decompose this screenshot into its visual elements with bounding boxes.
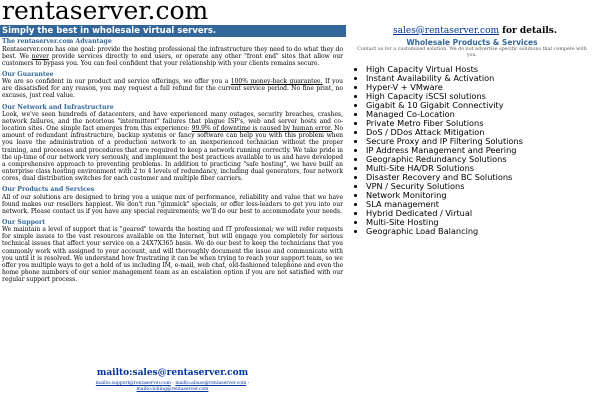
site-title: rentaserver.com — [2, 0, 209, 25]
service-item: • Hyper-V + VMware — [366, 83, 592, 92]
advantage-text-1: Rentaserver.com has one goal: provide the hosting professional the infrastructure they need to do what they do best. We — [2, 45, 343, 60]
uptime-emphasis: 99.9% of downtime is caused by human error. — [191, 125, 333, 133]
products-heading: Our Products and Services — [2, 186, 95, 193]
service-item: • Private Metro Fiber Solutions — [366, 119, 592, 128]
services-panel — [352, 38, 592, 236]
services-list — [352, 65, 592, 236]
abuse-mailto-link[interactable]: mailto:abuse@rentaserver.com — [175, 381, 247, 386]
guarantee-text-1: We are so confident in our product and service offerings, we offer you a — [2, 78, 231, 86]
never-emphasis: never — [31, 52, 49, 60]
service-item: • High Capacity iSCSI solutions — [366, 92, 592, 101]
guarantee-heading: Our Guarantee — [2, 70, 54, 78]
separator: - — [246, 381, 250, 386]
tagline: Simply the best in wholesale virtual servers. — [2, 26, 217, 36]
header-contact-suffix: for details. — [499, 26, 557, 36]
service-item: • High Capacity Virtual Hosts — [366, 65, 592, 74]
support-paragraph: We maintain a level of support that is "geared" towards the hosting and IT professional; we will refer requests for simple issues to the vast resources available on the Internet, but will engage you completely for serious technical issues that affect your service on a 24X7X365 basis. We do our best to keep the technicians that you commonly work with assigned to your account, and will thoroughly document the issue and communicate with you until it is resolved. We understand how frustrating it can be when trying to reach your support team, so we offer you multiple ways to get a hold of us including IM, e-mail, web chat, old-fashioned telephone and even the home phone numbers of our senior management team as an escalation option if you are not satisfied with our regular support process. — [2, 226, 343, 283]
service-item: • Gigabit & 10 Gigabit Connectivity — [366, 101, 592, 110]
network-paragraph — [2, 111, 343, 182]
support-mailto-link[interactable]: mailto:support@rentaserver.com — [95, 381, 171, 386]
footer-links — [2, 381, 343, 392]
service-item: • DoS / DDos Attack Mitigation — [366, 128, 592, 137]
tagline-bar — [0, 25, 346, 37]
service-item: • Multi-Site Hosting — [366, 218, 592, 227]
advantage-text-2: provide services directly to end users, or operate any other "front end" sites that allow our customers to bypass you. You can feel confident that your relationship with your clients remains secure. — [2, 52, 343, 67]
products-paragraph: All of our solutions are designed to bring you a unique mix of performance, reliability and value that we have found makes our resellers happiest. We don't run "gimmick" specials, or offer loss-leaders to get you into our network. Please contact us if you have any special requirements; we'll do our best to accommodate your needs. — [2, 193, 343, 215]
network-text-1: Look, we've seen hundreds of datacenters, and have experienced many outages, security breaches, crashes, network failures, and the notorious "intermittent" failures that plague ISP's, web and server hosts and co-location sites. One simple fact emerges from this experience: — [2, 111, 343, 133]
guarantee-text-2: If you are dissatisfied for any reason, you may request a full refund for the current service period. No fine print, no excuses, just real value. — [2, 78, 343, 100]
service-item: • Managed Co-Location — [366, 110, 592, 119]
service-item: • Instant Availability & Activation — [366, 74, 592, 83]
advantage-heading: The rentaserver.com Advantage — [2, 38, 112, 45]
header-sales-link[interactable]: sales@rentaserver.com — [393, 26, 500, 36]
service-item: • Secure Proxy and IP Filtering Solutions — [366, 137, 592, 146]
separator: - — [170, 381, 176, 386]
guarantee-paragraph — [2, 78, 343, 99]
network-text-2: No amount of redundant infrastructure, backup systems or fancy software can help you with this problem when you leave the administration of a production network to an inexperienced technician without the proper training, and processes and procedures that are required to keep a network running correctly. We take pride in the up-time of our network very seriously, and implement the best practices available to us and have developed a comprehensive approach to preventing problems. In addition to practicing "safe hosting", we have built an enterprise class hosting environment with 2 to 4 levels of redundancy, including dual generators, four network cores, dual distribution switches for each customer and multiple fiber carriers. — [2, 125, 343, 182]
service-item: • Network Monitoring — [366, 191, 592, 200]
services-subtext: Contact us for a customized solution. We do not advertise specific solutions that compete with you. — [357, 47, 587, 58]
service-item: • SLA management — [366, 200, 592, 209]
sales-mailto-link[interactable]: mailto:sales@rentaserver.com — [96, 368, 249, 378]
support-heading: Our Support — [2, 218, 46, 226]
service-item: • Disaster Recovery and BC Solutions — [366, 173, 592, 182]
service-item: • Geographic Load Balancing — [366, 227, 592, 236]
network-heading: Our Network and Infrastructure — [2, 103, 114, 111]
service-item: • Geographic Redundancy Solutions — [366, 155, 592, 164]
service-item: • VPN / Security Solutions — [366, 182, 592, 191]
billing-mailto-link[interactable]: mailto:billing@rentaserver.com — [136, 386, 209, 392]
advantage-paragraph — [2, 46, 343, 67]
services-heading: Wholesale Products & Services — [406, 38, 538, 47]
service-item: • Hybrid Dedicated / Virtual — [366, 209, 592, 218]
service-item: • Multi-Site HA/DR Solutions — [366, 164, 592, 173]
main-content — [2, 38, 343, 287]
money-back-emphasis: 100% money-back guarantee. — [230, 78, 323, 86]
header-contact — [352, 25, 598, 37]
service-item: • IP Address Management and Peering — [366, 146, 592, 155]
